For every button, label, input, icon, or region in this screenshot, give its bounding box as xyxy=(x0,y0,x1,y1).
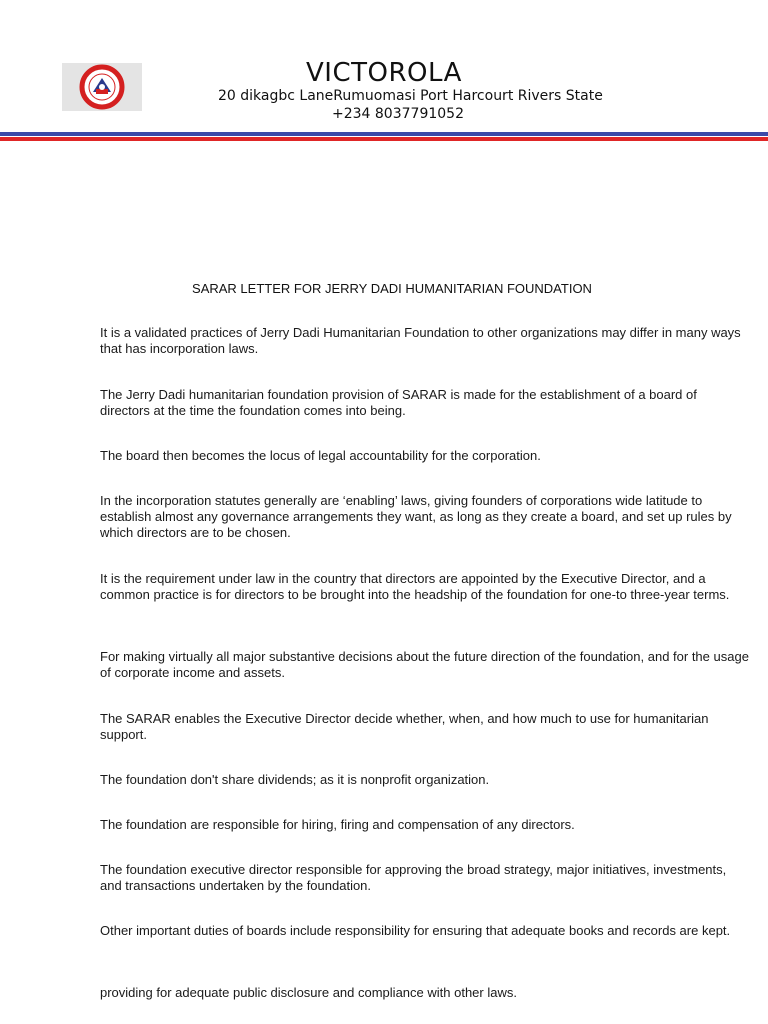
letterhead xyxy=(0,0,768,145)
letter-paragraph: providing for adequate public disclosure and compliance with other laws. xyxy=(100,985,517,1000)
letter-paragraph: The board then becomes the locus of legal accountability for the corporation. xyxy=(100,448,541,463)
letter-paragraph: The SARAR enables the Executive Director decide whether, when, and how much to use for humanitarian support. xyxy=(100,711,709,742)
company-phone: +234 8037791052 xyxy=(332,106,464,122)
letter-paragraph: The foundation are responsible for hiring, firing and compensation of any directors. xyxy=(100,817,575,832)
header-rule-red xyxy=(0,137,768,141)
letter-paragraph: In the incorporation statutes generally are ‘enabling’ laws, giving founders of corporations wide latitude to establish almost any governance arrangements they want, as long as they create a board, and set up rules by which directors are to be chosen. xyxy=(100,493,732,540)
company-logo xyxy=(62,63,142,111)
letter-paragraph: The foundation executive director responsible for approving the broad strategy, major initiatives, investments, and transactions undertaken by the foundation. xyxy=(100,862,727,893)
letter-paragraph: It is a validated practices of Jerry Dadi Humanitarian Foundation to other organizations may differ in many ways that has incorporation laws. xyxy=(100,325,741,356)
header-rule-blue xyxy=(0,132,768,136)
seal-icon xyxy=(62,63,142,111)
letter-paragraph: Other important duties of boards include responsibility for ensuring that adequate books and records are kept. xyxy=(100,923,731,938)
letter-paragraph: The foundation don't share dividends; as it is nonprofit organization. xyxy=(100,772,490,787)
letter-paragraph: It is the requirement under law in the country that directors are appointed by the Executive Director, and a common practice is for directors to be brought into the headship of the foundation for one-to three-year terms. xyxy=(100,571,730,602)
letter-paragraph: For making virtually all major substantive decisions about the future direction of the foundation, and for the usage of corporate income and assets. xyxy=(100,649,749,680)
company-name: VICTOROLA xyxy=(306,58,462,88)
letter-title: SARAR LETTER FOR JERRY DADI HUMANITARIAN FOUNDATION xyxy=(192,281,592,296)
letter-paragraph: The Jerry Dadi humanitarian foundation provision of SARAR is made for the establishment of a board of directors at the time the foundation comes into being. xyxy=(100,387,697,418)
company-address: 20 dikagbc LaneRumuomasi Port Harcourt Rivers State xyxy=(218,88,603,104)
